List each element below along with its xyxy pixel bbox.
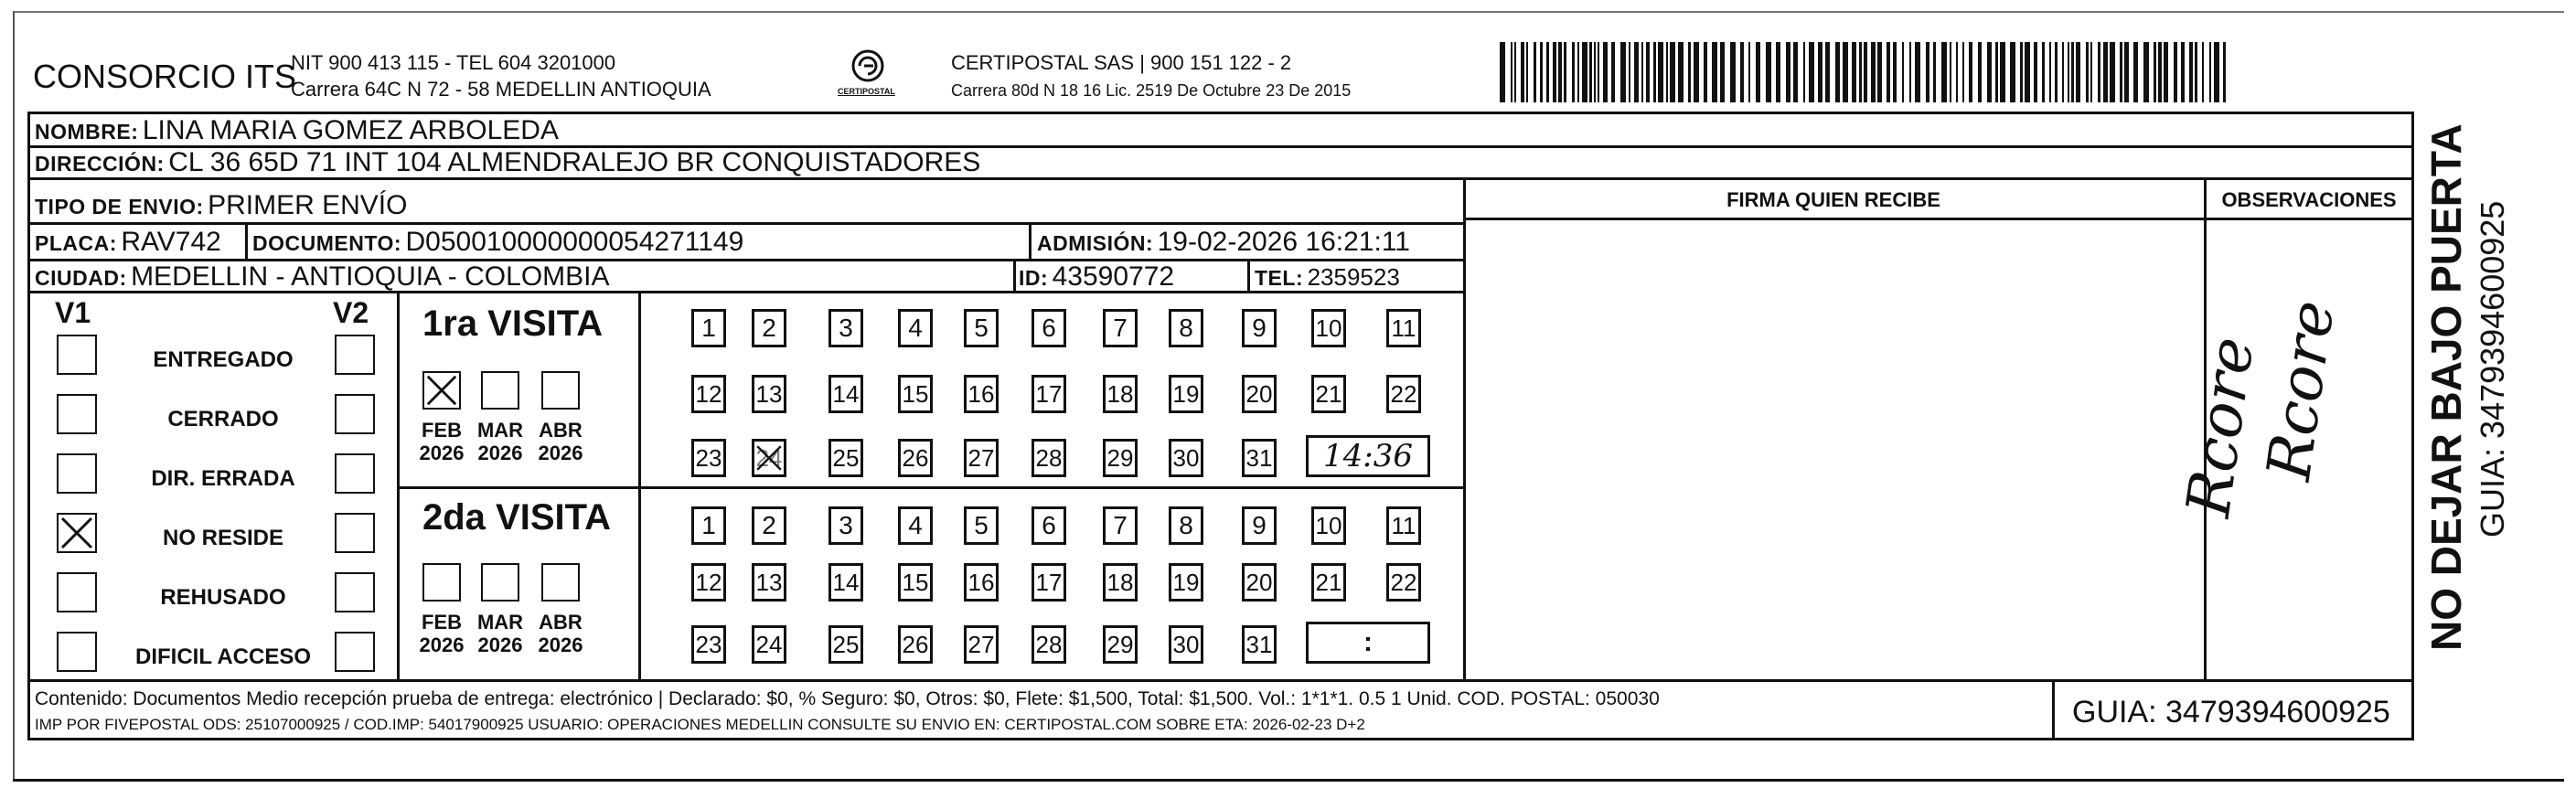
second-visit-day-7[interactable]: 7 [1103,506,1138,545]
barcode-bar [1962,42,1964,102]
barcode-bar [1818,42,1822,102]
first-visit-day-6[interactable]: 6 [1031,309,1066,347]
left-border [13,11,15,781]
barcode-bar [1546,42,1549,102]
observaciones-label: OBSERVACIONES [2221,188,2397,211]
barcode-bar [2133,42,2138,102]
placa-value: RAV742 [121,227,221,257]
second-visit-label: 2da VISITA [422,497,611,538]
second-visit-day-2[interactable]: 2 [752,506,786,545]
barcode-bar [1511,42,1512,102]
status-label-entregado: ENTREGADO [153,347,294,372]
barcode-bar [2174,42,2177,102]
first-visit-day-10[interactable]: 10 [1311,309,1346,347]
barcode-bar [1653,42,1656,102]
footer-guia-sep [2052,679,2055,740]
footer-content-line: Contenido: Documentos Medio recepción prueba de entrega: electrónico | Declarado: $0, % Seguro: $0, Otros: $0, Flete: $1,500, Total: $1,500. Vol.: 1*1*1. 0.5 1 Unid. COD. POSTAL: 050030 [35,688,1660,709]
col-sep-firma [1463,177,1466,679]
first-visit-day-7[interactable]: 7 [1103,309,1138,347]
first-visit-day-8[interactable]: 8 [1169,309,1203,347]
second-visit-day-4[interactable]: 4 [898,506,933,545]
barcode-bar [1594,42,1596,102]
barcode-bar [1915,42,1920,102]
second-visit-day-16[interactable]: 16 [964,563,999,602]
v2-checkbox-cerrado[interactable] [335,394,375,434]
barcode-bar [2214,42,2219,102]
second-visit-day-14[interactable]: 14 [828,563,863,602]
barcode-bar [2143,42,2149,102]
status-label-cerrado: CERRADO [167,407,279,431]
tel-label: TEL: [1255,266,1304,290]
barcode-bar [1720,42,1725,102]
firma-label: FIRMA QUIEN RECIBE [1726,188,1940,211]
barcode-bar [1521,42,1524,102]
barcode-bar [2086,42,2089,102]
first-visit-day-15[interactable]: 15 [898,375,933,413]
tipo-envio-label: TIPO DE ENVIO: [35,195,204,218]
month-name: FEB [422,611,462,634]
tel-value: 2359523 [1307,263,1400,291]
barcode-bar [2000,42,2005,102]
row-sep-footer [27,679,2414,682]
second-visit-day-19[interactable]: 19 [1169,563,1203,602]
second-visit-month-abr-checkbox[interactable] [541,563,580,602]
second-visit-day-3[interactable]: 3 [828,506,863,545]
first-visit-month-feb-label [414,419,469,465]
barcode-bar [2090,42,2092,102]
barcode-bar [2120,42,2122,102]
barcode-bar [1582,42,1587,102]
barcode-bar [1835,42,1840,102]
second-visit-time: : [1363,627,1373,657]
first-visit-day-20[interactable]: 20 [1242,375,1277,413]
second-visit-day-25[interactable]: 25 [828,625,863,664]
barcode-bar [1740,42,1744,102]
barcode-bar [1864,42,1867,102]
barcode-bar [1589,42,1592,102]
first-visit-day-26[interactable]: 26 [898,439,933,477]
barcode-bar [2164,42,2168,102]
first-visit-day-25[interactable]: 25 [828,439,863,477]
second-visit-day-5[interactable]: 5 [964,506,999,545]
first-visit-day-3[interactable]: 3 [828,309,863,347]
day-number: 24 [755,443,783,472]
first-visit-day-1[interactable]: 1 [691,309,726,347]
nombre-label: NOMBRE: [35,120,139,144]
first-visit-day-22[interactable]: 22 [1386,375,1421,413]
second-visit-day-26[interactable]: 26 [898,625,933,664]
company-name: CONSORCIO ITS [33,58,297,95]
first-visit-month-abr-label [533,419,588,465]
barcode-bar [1670,42,1675,102]
v2-checkbox-dir-errada[interactable] [335,453,375,494]
barcode-bar [2055,42,2058,102]
barcode-bar [2068,42,2069,102]
logo-text: CERTIPOSTAL [838,87,895,96]
barcode-bar [1611,42,1615,102]
barcode-bar [2124,42,2129,102]
v2-checkbox-dificil-acceso[interactable] [335,632,375,672]
month-name: MAR [476,419,524,442]
barcode-bar [1803,42,1805,102]
first-visit-day-24[interactable] [752,439,786,477]
firma-header-line [1463,218,2414,220]
barcode-bar [2098,42,2100,102]
col-sep-tel [1247,259,1250,291]
id-label: ID: [1019,266,1049,290]
handwritten-note-1: Rcore [2173,333,2268,521]
first-visit-day-31[interactable]: 31 [1242,439,1277,477]
col-sep-status [397,291,400,679]
v1-checkbox-dir-errada[interactable] [57,453,97,494]
second-visit-month-mar-label [473,611,528,657]
id-value: 43590772 [1052,261,1175,292]
barcode-bar [1598,42,1599,102]
first-visit-month-abr-checkbox[interactable] [541,371,580,410]
barcode-bar [1526,42,1528,102]
first-visit-day-30[interactable]: 30 [1169,439,1203,477]
first-visit-day-13[interactable]: 13 [752,375,786,413]
barcode-bar [2062,42,2064,102]
first-visit-day-12[interactable]: 12 [691,375,726,413]
barcode-bar [1572,42,1575,102]
month-year: 2026 [477,634,523,657]
v1-checkbox-dificil-acceso[interactable] [57,632,97,672]
barcode-bar [1978,42,1982,102]
admision-value: 19-02-2026 16:21:11 [1157,227,1410,257]
second-visit-month-abr-label [533,611,588,657]
v1-checkbox-entregado[interactable] [57,335,97,375]
second-visit-time-box[interactable] [1306,622,1430,664]
barcode-bar [2034,42,2037,102]
barcode-bar [1933,42,1936,102]
barcode-bar [2042,42,2045,102]
first-visit-label: 1ra VISITA [422,303,604,344]
nombre-row [35,117,559,144]
first-visit-day-18[interactable]: 18 [1103,375,1138,413]
v2-checkbox-no-reside[interactable] [335,513,375,553]
visit-sep [397,486,1463,489]
barcode-bar [1809,42,1814,102]
barcode-bar [1786,42,1790,102]
barcode-bar [1859,42,1862,102]
second-visit-day-29[interactable]: 29 [1103,625,1138,664]
tipo-envio-row [35,192,407,219]
first-visit-day-2[interactable]: 2 [752,309,786,347]
nombre-value: LINA MARIA GOMEZ ARBOLEDA [142,115,559,145]
month-year: 2026 [538,634,583,657]
barcode-bar [1843,42,1848,102]
footer-guia-number: GUIA: 3479394600925 [2072,695,2390,729]
barcode-bar [2209,42,2211,102]
first-visit-day-29[interactable]: 29 [1103,439,1138,477]
id-cell [1019,263,1174,291]
second-visit-day-20[interactable]: 20 [1242,563,1277,602]
barcode-bar [1577,42,1579,102]
barcode-bar [2010,42,2015,102]
barcode-bar [1540,42,1543,102]
barcode-bar [1646,42,1650,102]
barcode-bar [1553,42,1556,102]
status-label-dificil-acceso: DIFICIL ACCESO [134,644,311,669]
barcode-bar [1776,42,1780,102]
second-visit-day-21[interactable]: 21 [1311,563,1346,602]
carrier-line: CERTIPOSTAL SAS | 900 151 122 - 2 [951,51,1292,74]
barcode-bar [2025,42,2030,102]
first-visit-month-mar-checkbox[interactable] [481,371,519,410]
admision-cell [1037,229,1410,256]
first-visit-month-feb-checkbox[interactable] [422,371,461,410]
ciudad-label: CIUDAD: [35,266,127,290]
second-visit-day-22[interactable]: 22 [1386,563,1421,602]
month-name: ABR [539,611,583,634]
documento-value: D050010000000054271149 [405,227,744,257]
barcode-bar [1658,42,1663,102]
second-visit-month-mar-checkbox[interactable] [481,563,519,602]
second-visit-day-15[interactable]: 15 [898,563,933,602]
company-nit-line: NIT 900 413 115 - TEL 604 3201000 [291,51,616,74]
col-sep-admision [1029,222,1031,259]
col-sep-id [1013,259,1016,291]
barcode-bar [1678,42,1683,102]
barcode-bar [1564,42,1566,102]
first-visit-day-28[interactable]: 28 [1031,439,1066,477]
col-sep-placa [245,222,248,259]
documento-label: DOCUMENTO: [252,231,402,255]
barcode-bar [1704,42,1707,102]
carrier-license-line: Carrera 80d N 18 16 Lic. 2519 De Octubre 23 De 2015 [951,81,1352,100]
status-label-rehusado: REHUSADO [160,585,286,610]
barcode-bar [1950,42,1951,102]
barcode-bar [2154,42,2156,102]
barcode-bar [1748,42,1750,102]
row-sep-3 [27,222,1463,225]
second-visit-day-17[interactable]: 17 [1031,563,1066,602]
row-sep-2 [27,177,2414,180]
barcode-bar [1956,42,1958,102]
placa-cell [35,229,221,256]
barcode-bar [1694,42,1699,102]
barcode-bar [1825,42,1830,102]
tel-cell [1255,265,1400,289]
month-name: FEB [422,419,462,442]
barcode-bar [2195,42,2197,102]
first-visit-month-mar-label [473,419,528,465]
second-visit-day-9[interactable]: 9 [1242,506,1277,545]
barcode-bar [2103,42,2108,102]
month-year: 2026 [538,442,583,465]
second-visit-day-8[interactable]: 8 [1169,506,1203,545]
barcode-bar [2110,42,2115,102]
barcode-bar [1793,42,1798,102]
barcode-bar [1500,42,1505,102]
ciudad-value: MEDELLIN - ANTIOQUIA - COLOMBIA [131,261,610,292]
side-notice: NO DEJAR BAJO PUERTA [2422,123,2470,651]
status-label-dir-errada: DIR. ERRADA [151,466,295,491]
status-label-no-reside: NO RESIDE [162,526,284,550]
barcode-bar [2158,42,2162,102]
v1-checkbox-rehusado[interactable] [57,572,97,612]
barcode-bar [2049,42,2051,102]
v1-label: V1 [55,296,91,329]
barcode-bar [1887,42,1890,102]
second-visit-day-13[interactable]: 13 [752,563,786,602]
second-visit-day-6[interactable]: 6 [1031,506,1066,545]
placa-label: PLACA: [35,231,117,255]
barcode-bar [2202,42,2204,102]
side-guia: GUIA: 3479394600925 [2474,200,2511,538]
admision-label: ADMISIÓN: [1037,231,1154,255]
barcode-bar [1730,42,1736,102]
first-visit-day-4[interactable]: 4 [898,309,933,347]
first-visit-day-9[interactable]: 9 [1242,309,1277,347]
barcode-bar [1852,42,1856,102]
first-visit-day-27[interactable]: 27 [964,439,999,477]
barcode-bar [1603,42,1608,102]
barcode-bar [1877,42,1882,102]
barcode-bar [1629,42,1630,102]
first-visit-day-11[interactable]: 11 [1386,309,1421,347]
barcode-bar [1534,42,1536,102]
barcode-bar [1688,42,1691,102]
barcode-bar [1514,42,1516,102]
barcode-bar [1634,42,1639,102]
barcode-bar [2181,42,2185,102]
barcode-bar [1756,42,1760,102]
month-name: MAR [476,611,524,634]
barcode-bar [2076,42,2080,102]
documento-cell [252,229,743,256]
company-address-line: Carrera 64C N 72 - 58 MEDELLIN ANTIOQUIA [291,78,711,101]
v2-checkbox-rehusado[interactable] [335,572,375,612]
barcode-bar [1969,42,1972,102]
barcode-bar [1666,42,1668,102]
second-visit-day-27[interactable]: 27 [964,625,999,664]
top-cut-line [13,11,2564,13]
first-visit-day-23[interactable]: 23 [691,439,726,477]
month-name: ABR [539,419,583,442]
tipo-envio-value: PRIMER ENVÍO [208,190,408,220]
first-visit-day-14[interactable]: 14 [828,375,863,413]
v2-checkbox-entregado[interactable] [335,335,375,375]
direccion-value: CL 36 65D 71 INT 104 ALMENDRALEJO BR CONQUISTADORES [168,147,981,177]
barcode-bar [1766,42,1771,102]
barcode-bar [1909,42,1911,102]
second-visit-day-18[interactable]: 18 [1103,563,1138,602]
first-visit-day-16[interactable]: 16 [964,375,999,413]
v1-checkbox-no-reside[interactable] [57,513,97,553]
second-visit-day-28[interactable]: 28 [1031,625,1066,664]
certipostal-logo [834,46,902,104]
barcode-bar [1941,42,1947,102]
barcode-bar [1987,42,1992,102]
direccion-label: DIRECCIÓN: [35,152,165,176]
barcode-bar [1558,42,1562,102]
bottom-border [13,779,2564,782]
barcode-bar [1620,42,1626,102]
barcode-bar [2071,42,2074,102]
barcode-bar [1871,42,1876,102]
barcode-bar [1893,42,1897,102]
barcode-bar [1902,42,1904,102]
second-visit-day-30[interactable]: 30 [1169,625,1203,664]
barcode-bar [2223,42,2226,102]
first-visit-day-21[interactable]: 21 [1311,375,1346,413]
second-visit-day-10[interactable]: 10 [1311,506,1346,545]
barcode-bar [1926,42,1929,102]
barcode-bar [2189,42,2193,102]
ciudad-cell [35,263,610,291]
first-visit-day-19[interactable]: 19 [1169,375,1203,413]
second-visit-day-1[interactable]: 1 [691,506,726,545]
footer-print-line: IMP POR FIVEPOSTAL ODS: 25107000925 / COD.IMP: 54017900925 USUARIO: OPERACIONES MEDELLIN CONSULTE SU ENVIO EN: CERTIPOSTAL.COM SOBRE ETA: 2026-02-23 D+2 [35,716,1365,733]
second-visit-day-23[interactable]: 23 [691,625,726,664]
first-visit-time-box[interactable] [1306,435,1430,477]
second-visit-day-24[interactable]: 24 [752,625,786,664]
barcode-bar [1641,42,1643,102]
second-visit-day-12[interactable]: 12 [691,563,726,602]
first-visit-day-17[interactable]: 17 [1031,375,1066,413]
second-visit-month-feb-label [414,611,469,657]
barcode-bar [1712,42,1717,102]
barcode [1500,42,2231,102]
barcode-bar [1995,42,1998,102]
month-year: 2026 [419,442,465,465]
first-visit-time: 14:36 [1323,438,1413,474]
month-year: 2026 [419,634,465,657]
direccion-row [35,149,980,176]
second-visit-month-feb-checkbox[interactable] [422,563,461,602]
second-visit-day-11[interactable]: 11 [1386,506,1421,545]
v2-label: V2 [333,296,369,329]
handwritten-note-2: Rcore [2253,296,2348,485]
first-visit-day-5[interactable]: 5 [964,309,999,347]
v1-checkbox-cerrado[interactable] [57,394,97,434]
barcode-bar [2020,42,2023,102]
second-visit-day-31[interactable]: 31 [1242,625,1277,664]
month-year: 2026 [477,442,523,465]
col-sep-months [638,291,641,679]
